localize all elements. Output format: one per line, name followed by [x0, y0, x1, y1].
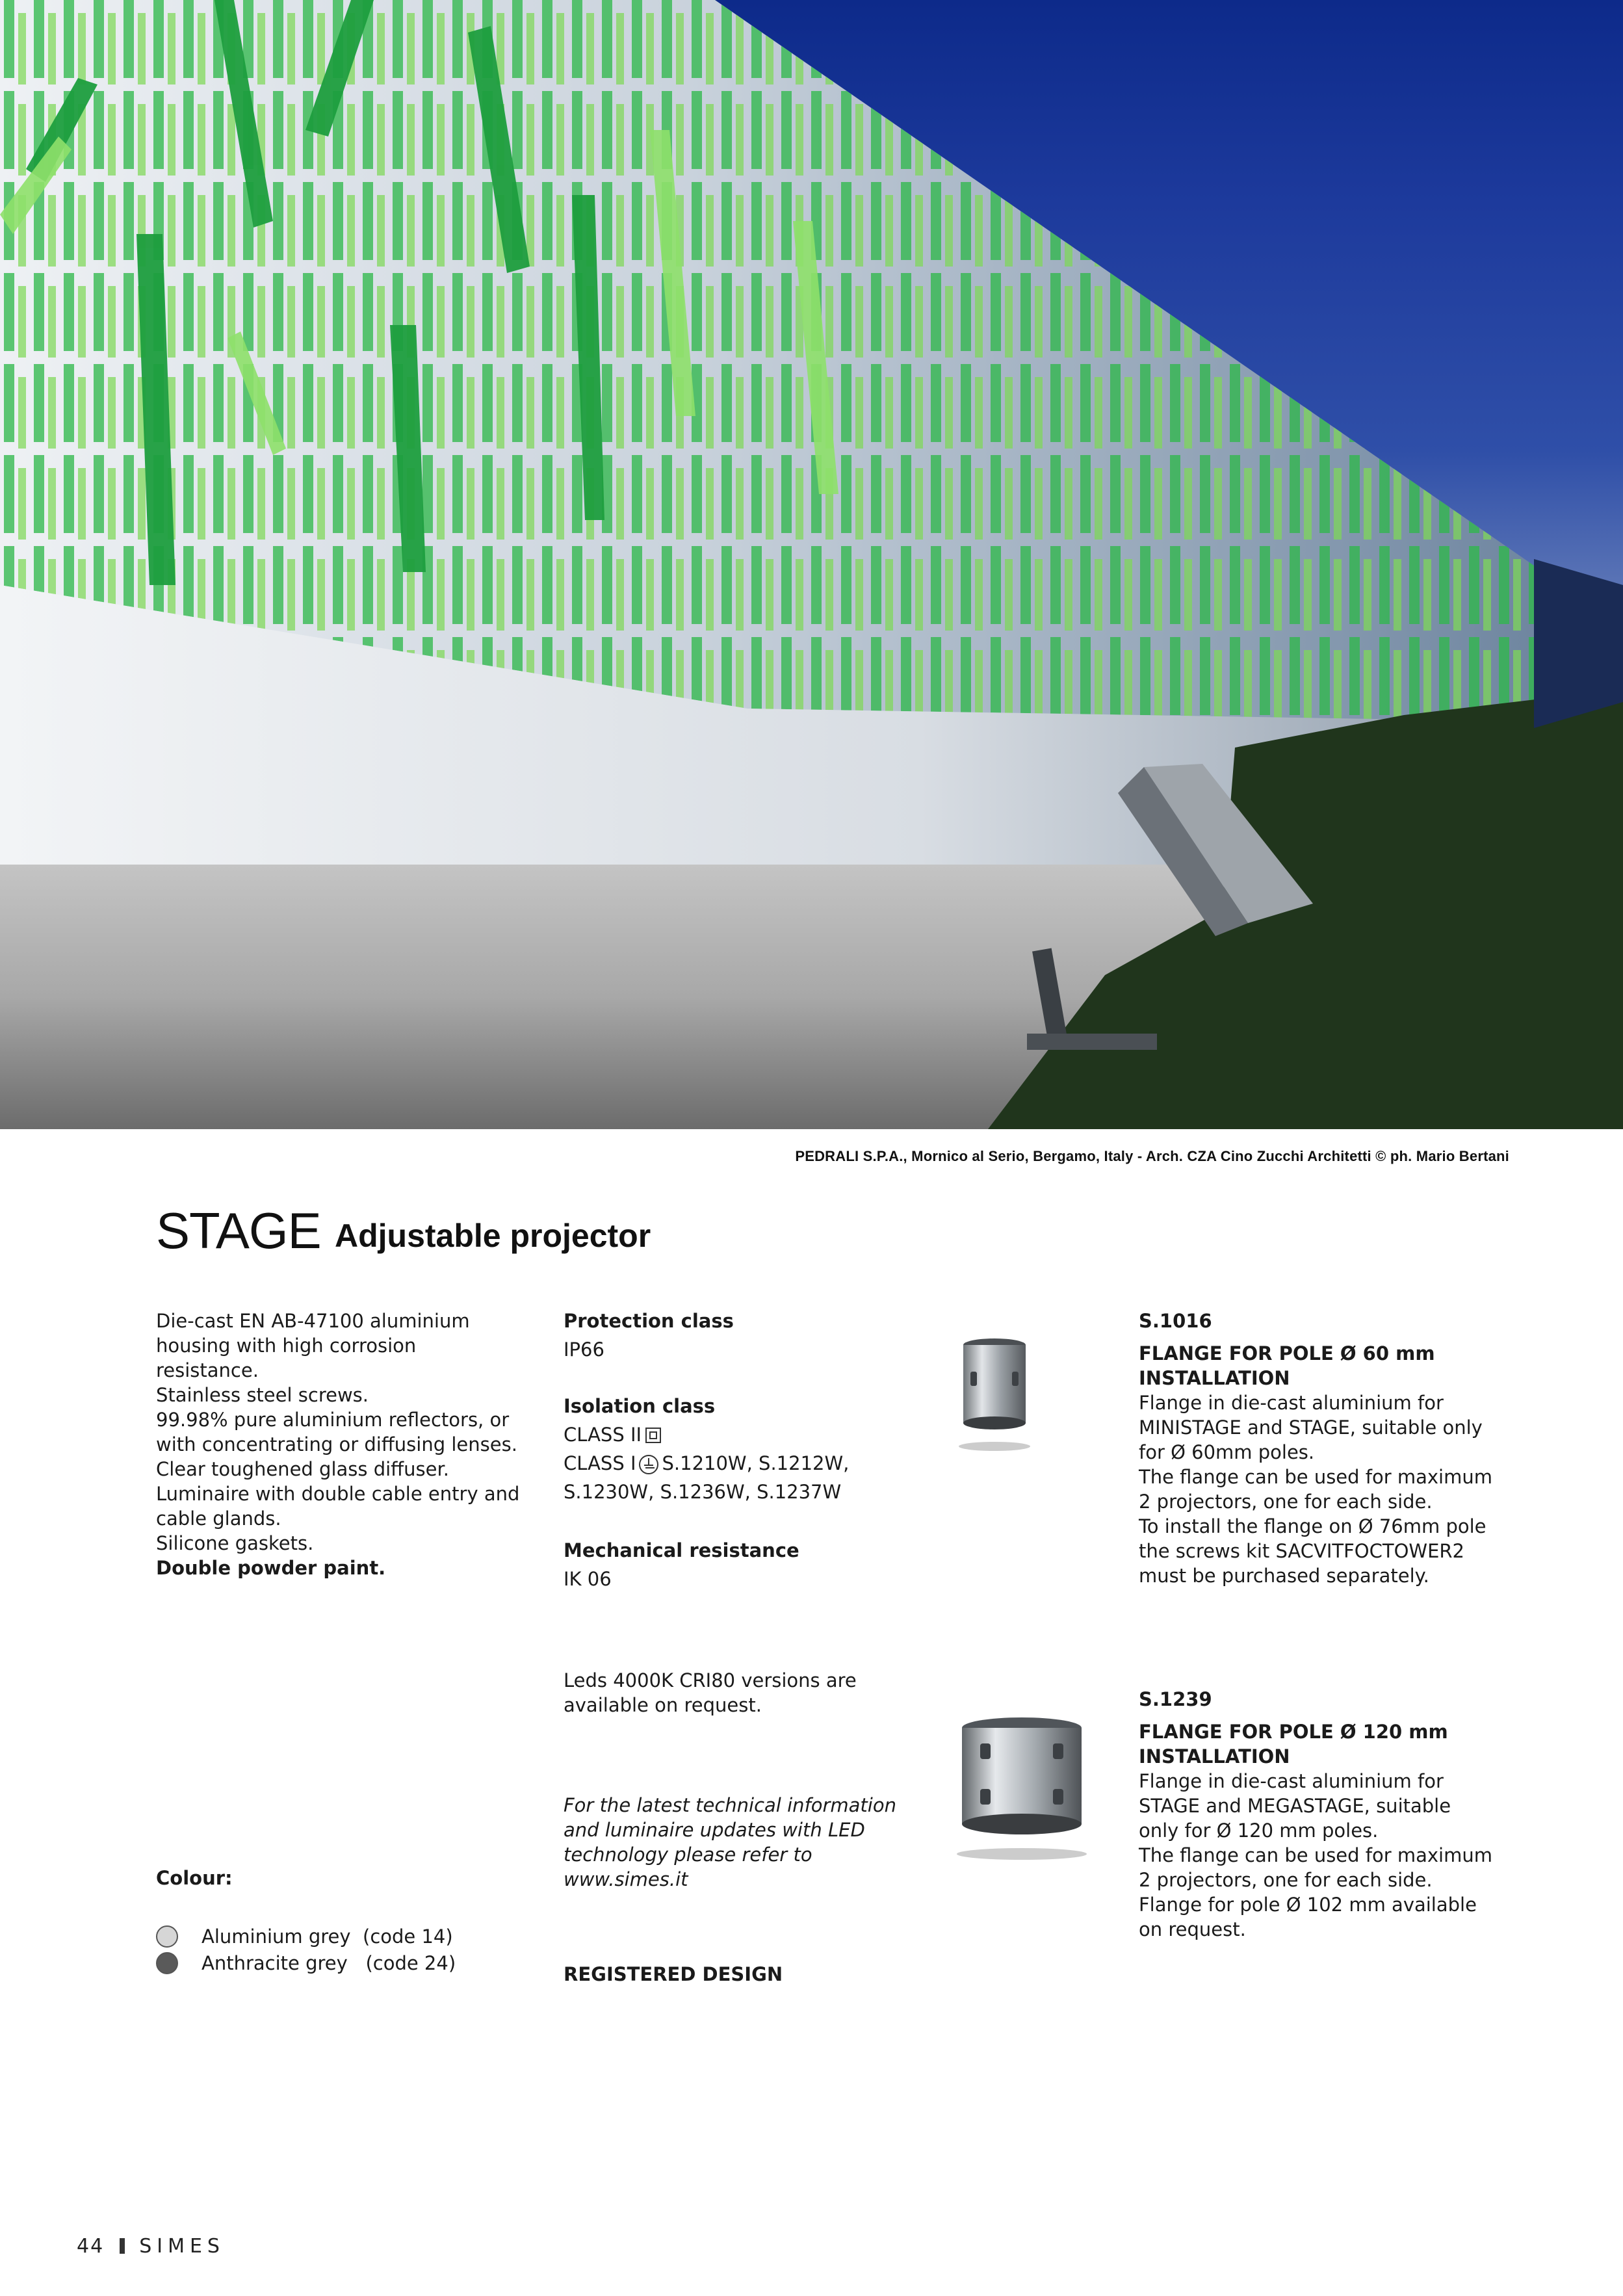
tech-note-line: and luminaire updates with LED — [564, 1819, 865, 1841]
colour-option-2 — [201, 1951, 456, 1976]
accessory-text: only for Ø 120 mm poles. — [1139, 1820, 1379, 1842]
colour-name: Anthracite grey — [201, 1952, 348, 1974]
isolation-class-1 — [564, 1451, 928, 1476]
registered-design: REGISTERED DESIGN — [564, 1963, 783, 1985]
accessory-text: STAGE and MEGASTAGE, suitable — [1139, 1795, 1451, 1817]
tech-note — [564, 1793, 928, 1892]
description-line: Silicone gaskets. — [156, 1532, 314, 1554]
tech-note-line: technology please refer to — [564, 1844, 812, 1866]
isolation-label: Isolation class — [564, 1395, 716, 1417]
facade-illustration — [0, 0, 1623, 1129]
leds-note — [564, 1668, 928, 1717]
description-line: Die-cast EN AB-47100 aluminium — [156, 1310, 470, 1332]
page-number: 44 — [77, 2235, 105, 2258]
accessory-text: 2 projectors, one for each side. — [1139, 1491, 1433, 1513]
mechanical-value: IK 06 — [564, 1568, 612, 1590]
earth-ground-icon — [639, 1455, 658, 1474]
double-insulation-icon — [645, 1428, 661, 1443]
product-title: STAGE — [156, 1202, 321, 1259]
accessory-s1016 — [1139, 1309, 1503, 1588]
protection-value: IP66 — [564, 1338, 604, 1361]
description-line: cable glands. — [156, 1507, 281, 1530]
colour-code: (code 14) — [363, 1925, 453, 1948]
isolation-class-1-models-cont: S.1230W, S.1236W, S.1237W — [564, 1481, 842, 1503]
accessory-text: The flange can be used for maximum — [1139, 1844, 1492, 1866]
protection-class — [564, 1309, 928, 1362]
isolation-class-1-text: CLASS I — [564, 1452, 636, 1474]
description-line: Luminaire with double cable entry and — [156, 1483, 520, 1505]
mechanical-resistance — [564, 1538, 928, 1591]
description-line: Stainless steel screws. — [156, 1384, 369, 1406]
accessory-title: FLANGE FOR POLE Ø 120 mm — [1139, 1721, 1448, 1743]
accessory-code: S.1016 — [1139, 1310, 1212, 1332]
isolation-class-2 — [564, 1422, 928, 1447]
protection-label: Protection class — [564, 1310, 734, 1332]
product-description — [156, 1309, 520, 1580]
accessory-text: the screws kit SACVITFOCTOWER2 — [1139, 1540, 1465, 1562]
accessory-text: Flange in die-cast aluminium for — [1139, 1770, 1444, 1792]
hero-photo — [0, 0, 1623, 1129]
accessory-code: S.1239 — [1139, 1688, 1212, 1710]
flange-120mm-image — [949, 1716, 1095, 1866]
isolation-class-1-models: S.1210W, S.1212W, — [662, 1452, 850, 1474]
description-line: housing with high corrosion resistance. — [156, 1335, 417, 1381]
tech-note-line: For the latest technical information — [564, 1794, 896, 1816]
accessory-text: To install the flange on Ø 76mm pole — [1139, 1515, 1487, 1537]
anthracite-grey-swatch — [156, 1952, 178, 1974]
leds-note-line: Leds 4000K CRI80 versions are — [564, 1669, 857, 1691]
accessory-s1239 — [1139, 1687, 1503, 1942]
colour-option-1 — [201, 1924, 453, 1949]
brand-name: SIMES — [139, 2235, 225, 2258]
colour-name: Aluminium grey — [201, 1925, 351, 1948]
accessory-text: Flange for pole Ø 102 mm available — [1139, 1894, 1477, 1916]
description-line: with concentrating or diffusing lenses. — [156, 1433, 517, 1455]
description-bold-line: Double powder paint. — [156, 1557, 386, 1579]
accessory-title: INSTALLATION — [1139, 1745, 1290, 1768]
isolation-class — [564, 1394, 928, 1504]
mechanical-label: Mechanical resistance — [564, 1539, 799, 1561]
description-line: Clear toughened glass diffuser. — [156, 1458, 449, 1480]
page-footer — [77, 2235, 225, 2258]
leds-note-line: available on request. — [564, 1694, 762, 1716]
accessory-text: Flange in die-cast aluminium for — [1139, 1392, 1444, 1414]
description-line: 99.98% pure aluminium reflectors, or — [156, 1409, 510, 1431]
isolation-class-2-text: CLASS II — [564, 1424, 642, 1446]
footer-divider — [120, 2238, 125, 2254]
photo-credit: PEDRALI S.P.A., Mornico al Serio, Bergamo, Italy - Arch. CZA Cino Zucchi Architetti © ph. Mario Bertani — [795, 1148, 1509, 1164]
aluminium-grey-swatch — [156, 1925, 178, 1948]
accessory-title: INSTALLATION — [1139, 1367, 1290, 1389]
accessory-text: MINISTAGE and STAGE, suitable only — [1139, 1416, 1483, 1439]
accessory-text: for Ø 60mm poles. — [1139, 1441, 1315, 1463]
accessory-text: The flange can be used for maximum — [1139, 1466, 1492, 1488]
product-subtitle: Adjustable projector — [335, 1218, 651, 1254]
accessory-text: on request. — [1139, 1918, 1246, 1940]
tech-note-link[interactable]: www.simes.it — [564, 1868, 688, 1890]
accessory-title: FLANGE FOR POLE Ø 60 mm — [1139, 1342, 1435, 1364]
accessory-text: 2 projectors, one for each side. — [1139, 1869, 1433, 1891]
flange-60mm-image — [952, 1336, 1037, 1456]
colour-code: (code 24) — [365, 1952, 456, 1974]
colour-label: Colour: — [156, 1867, 233, 1889]
accessory-text: must be purchased separately. — [1139, 1565, 1429, 1587]
